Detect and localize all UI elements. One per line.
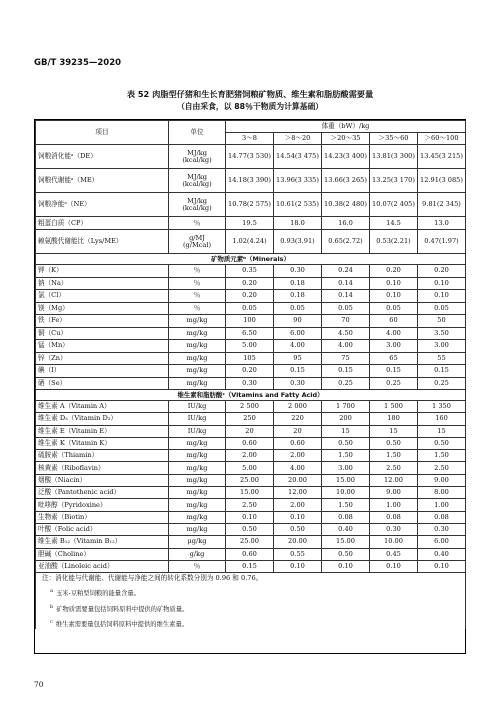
- standard-code: GB/T 39235—2020: [34, 58, 122, 68]
- value-cell: 0.60: [226, 548, 274, 560]
- item-cell: 饲粮代谢能ᵃ（ME）: [36, 169, 169, 193]
- value-cell: 13.96(3 335): [274, 169, 322, 193]
- item-cell: 生物素（Biotin）: [36, 511, 169, 523]
- item-column-header: 项目: [36, 121, 169, 145]
- item-cell: 胆碱（Choline）: [36, 548, 169, 560]
- item-cell: 锰（Mn）: [36, 340, 169, 353]
- table-row: [36, 169, 466, 193]
- weight-column-header: 3～8: [226, 133, 274, 145]
- value-cell: 19.5: [226, 217, 274, 230]
- value-cell: 0.45: [370, 548, 418, 560]
- value-cell: 0.08: [322, 511, 370, 523]
- value-cell: 0.25: [322, 377, 370, 390]
- value-cell: 0.53(2.21): [370, 230, 418, 254]
- item-cell: 维生素 K（Vitamin K）: [36, 437, 169, 449]
- value-cell: 0.10: [274, 560, 322, 572]
- item-cell: 烟酸（Niacin）: [36, 474, 169, 486]
- item-cell: 氯（Cl）: [36, 290, 169, 303]
- value-cell: 12.91(3 085): [418, 169, 466, 193]
- unit-cell: μg/kg: [169, 536, 226, 548]
- value-cell: 1.50: [322, 499, 370, 511]
- value-cell: 15.00: [322, 536, 370, 548]
- value-cell: 0.10: [370, 277, 418, 290]
- table-row: [36, 413, 466, 425]
- unit-line: g/MJ: [189, 233, 205, 242]
- item-cell: 钠（Na）: [36, 277, 169, 290]
- table-row: [36, 548, 466, 560]
- value-cell: 13.66(3 265): [322, 169, 370, 193]
- value-cell: 0.05: [370, 302, 418, 315]
- value-cell: 14.5: [370, 217, 418, 230]
- item-cell: 亚油酸（Linoleic acid）: [36, 560, 169, 572]
- table-row: [36, 315, 466, 328]
- value-cell: 0.50: [322, 548, 370, 560]
- value-cell: 2.00: [226, 450, 274, 462]
- minerals-heading: 矿物质元素ᵇ（Minerals）: [36, 254, 466, 265]
- value-cell: 105: [226, 352, 274, 365]
- value-cell: 5.00: [226, 462, 274, 474]
- value-cell: 4.00: [274, 340, 322, 353]
- item-cell: 铁（Fe）: [36, 315, 169, 328]
- unit-line: MJ/kg: [187, 172, 207, 181]
- table-row: [36, 560, 466, 572]
- value-cell: 65: [370, 352, 418, 365]
- value-cell: 0.08: [418, 511, 466, 523]
- unit-cell: IU/kg: [169, 425, 226, 437]
- unit-cell: IU/kg: [169, 413, 226, 425]
- value-cell: 18.0: [274, 217, 322, 230]
- item-cell: 钾（K）: [36, 265, 169, 278]
- value-cell: 25.00: [226, 474, 274, 486]
- value-cell: 5.00: [226, 340, 274, 353]
- value-cell: 0.10: [370, 290, 418, 303]
- unit-cell: ％: [169, 290, 226, 303]
- table-row: [36, 277, 466, 290]
- value-cell: 13.0: [418, 217, 466, 230]
- value-cell: 0.10: [418, 277, 466, 290]
- value-cell: 0.60: [274, 437, 322, 449]
- unit-line: (kcal/kg): [182, 179, 212, 188]
- value-cell: 14.18(3 390): [226, 169, 274, 193]
- footnote: $^a$ 玉米-豆粕型饲粮的能量含量。: [50, 588, 140, 598]
- unit-cell: mg/kg: [169, 511, 226, 523]
- item-cell: 泛酸（Pantothenic acid）: [36, 487, 169, 499]
- value-cell: 2.00: [274, 499, 322, 511]
- table-row: [36, 340, 466, 353]
- value-cell: 3.00: [418, 340, 466, 353]
- value-cell: 60: [370, 315, 418, 328]
- unit-cell: [169, 169, 226, 193]
- value-cell: 200: [322, 413, 370, 425]
- unit-cell: mg/kg: [169, 352, 226, 365]
- table-title: 表 52 肉脂型仔猪和生长育肥猪饲粮矿物质、维生素和脂肪酸需要量: [126, 89, 374, 99]
- table-row: [36, 145, 466, 169]
- value-cell: 0.40: [322, 523, 370, 535]
- value-cell: 160: [418, 413, 466, 425]
- value-cell: 14.54(3 475): [274, 145, 322, 169]
- table-row: [36, 365, 466, 378]
- header-row: [36, 121, 466, 133]
- value-cell: 2.00: [274, 450, 322, 462]
- value-cell: 0.47(1.97): [418, 230, 466, 254]
- value-cell: 9.00: [418, 474, 466, 486]
- value-cell: 20: [274, 425, 322, 437]
- value-cell: 1.50: [418, 450, 466, 462]
- value-cell: 6.50: [226, 327, 274, 340]
- value-cell: 0.50: [418, 437, 466, 449]
- value-cell: 14.77(3 530): [226, 145, 274, 169]
- value-cell: 15.00: [226, 487, 274, 499]
- table-row: [36, 377, 466, 390]
- value-cell: 9.00: [370, 487, 418, 499]
- value-cell: 0.55: [274, 548, 322, 560]
- unit-line: MJ/kg: [187, 196, 207, 205]
- unit-cell: ％: [169, 265, 226, 278]
- page-number: 70: [34, 680, 44, 689]
- value-cell: 0.05: [322, 302, 370, 315]
- unit-column-header: 单位: [169, 121, 226, 145]
- value-cell: 20.00: [274, 536, 322, 548]
- value-cell: 55: [418, 352, 466, 365]
- item-cell: 饲粮净能ᵃ（NE）: [36, 193, 169, 217]
- unit-cell: [169, 230, 226, 254]
- unit-cell: ％: [169, 217, 226, 230]
- value-cell: 0.20: [226, 290, 274, 303]
- value-cell: 0.15: [274, 365, 322, 378]
- unit-cell: ％: [169, 277, 226, 290]
- value-cell: 0.18: [274, 277, 322, 290]
- item-cell: 维生素 E（Vitamin E）: [36, 425, 169, 437]
- value-cell: 0.14: [322, 277, 370, 290]
- unit-cell: ％: [169, 560, 226, 572]
- value-cell: 0.15: [418, 365, 466, 378]
- vitamins-section-row: [36, 390, 466, 401]
- value-cell: 50: [418, 315, 466, 328]
- value-cell: 180: [370, 413, 418, 425]
- table-row: [36, 352, 466, 365]
- table-row: [36, 193, 466, 217]
- note-row: [36, 573, 466, 630]
- value-cell: 220: [274, 413, 322, 425]
- item-cell: 碘（I）: [36, 365, 169, 378]
- value-cell: 15: [322, 425, 370, 437]
- value-cell: 2.50: [418, 462, 466, 474]
- value-cell: 13.45(3 215): [418, 145, 466, 169]
- value-cell: 10.00: [322, 487, 370, 499]
- weight-column-header: ＞35～60: [370, 133, 418, 145]
- value-cell: 0.30: [274, 377, 322, 390]
- value-cell: 12.00: [370, 474, 418, 486]
- value-cell: 20.00: [274, 474, 322, 486]
- item-cell: 吡哆醇（Pyridoxine）: [36, 499, 169, 511]
- unit-cell: mg/kg: [169, 523, 226, 535]
- unit-line: (kcal/kg): [182, 203, 212, 212]
- value-cell: 2 000: [274, 401, 322, 413]
- weight-column-header: ＞8～20: [274, 133, 322, 145]
- unit-cell: mg/kg: [169, 499, 226, 511]
- value-cell: 1.50: [322, 450, 370, 462]
- vitamins-heading: 维生素和脂肪酸ᶜ（Vitamins and Fatty Acid）: [36, 390, 466, 401]
- requirements-table: [34, 119, 466, 654]
- value-cell: 13.25(3 170): [370, 169, 418, 193]
- note-main: 注：消化能与代谢能、代谢能与净能之间的转化系数分别为 0.96 和 0.76。: [42, 574, 263, 583]
- value-cell: 20: [226, 425, 274, 437]
- note-cell: [36, 573, 466, 630]
- value-cell: 0.10: [274, 511, 322, 523]
- table-row: [36, 437, 466, 449]
- unit-cell: mg/kg: [169, 450, 226, 462]
- item-cell: 镁（Mg）: [36, 302, 169, 315]
- unit-cell: mg/kg: [169, 487, 226, 499]
- item-cell: 锌（Zn）: [36, 352, 169, 365]
- table-row: [36, 327, 466, 340]
- table-row: [36, 425, 466, 437]
- value-cell: 3.50: [418, 327, 466, 340]
- value-cell: 90: [274, 315, 322, 328]
- weight-column-header: ＞20～35: [322, 133, 370, 145]
- value-cell: 0.20: [226, 277, 274, 290]
- value-cell: 9.81(2 345): [418, 193, 466, 217]
- value-cell: 3.00: [322, 462, 370, 474]
- unit-line: MJ/kg: [187, 148, 207, 157]
- table-row: [36, 523, 466, 535]
- value-cell: 13.81(3 300): [370, 145, 418, 169]
- value-cell: 1.00: [370, 499, 418, 511]
- value-cell: 0.60: [226, 437, 274, 449]
- footnote: $^b$ 矿物质需要量包括饲料原料中提供的矿物质量。: [50, 603, 189, 613]
- item-cell: 硫胺素（Thiamin）: [36, 450, 169, 462]
- value-cell: 2.50: [370, 462, 418, 474]
- unit-cell: mg/kg: [169, 462, 226, 474]
- value-cell: 0.20: [418, 265, 466, 278]
- table-row: [36, 511, 466, 523]
- value-cell: 0.25: [418, 377, 466, 390]
- value-cell: 0.10: [418, 290, 466, 303]
- value-cell: 0.50: [370, 437, 418, 449]
- value-cell: 0.14: [322, 290, 370, 303]
- weight-group-header: 体重（bW）/kg: [226, 121, 466, 133]
- table-row: [36, 499, 466, 511]
- item-cell: 铜（Cu）: [36, 327, 169, 340]
- value-cell: 0.10: [418, 560, 466, 572]
- value-cell: 0.15: [322, 365, 370, 378]
- value-cell: 0.05: [226, 302, 274, 315]
- value-cell: 250: [226, 413, 274, 425]
- value-cell: 0.40: [418, 548, 466, 560]
- value-cell: 1 700: [322, 401, 370, 413]
- value-cell: 4.00: [370, 327, 418, 340]
- value-cell: 1.50: [370, 450, 418, 462]
- unit-cell: mg/kg: [169, 474, 226, 486]
- value-cell: 0.30: [370, 523, 418, 535]
- value-cell: 12.00: [274, 487, 322, 499]
- table-row: [36, 487, 466, 499]
- value-cell: 0.30: [274, 265, 322, 278]
- value-cell: 0.08: [370, 511, 418, 523]
- value-cell: 0.93(3.91): [274, 230, 322, 254]
- unit-cell: mg/kg: [169, 365, 226, 378]
- unit-cell: g/kg: [169, 548, 226, 560]
- value-cell: 1.02(4.24): [226, 230, 274, 254]
- value-cell: 0.10: [322, 560, 370, 572]
- value-cell: 0.25: [370, 377, 418, 390]
- value-cell: 6.00: [418, 536, 466, 548]
- item-cell: 核黄素（Riboflavin）: [36, 462, 169, 474]
- item-cell: 赖氨酸代谢能比（Lys/ME）: [36, 230, 169, 254]
- value-cell: 14.23(3 400): [322, 145, 370, 169]
- unit-cell: [169, 145, 226, 169]
- value-cell: 0.24: [322, 265, 370, 278]
- weight-column-header: ＞60～100: [418, 133, 466, 145]
- value-cell: 10.07(2 405): [370, 193, 418, 217]
- table-row: [36, 265, 466, 278]
- value-cell: 16.0: [322, 217, 370, 230]
- value-cell: 0.30: [418, 523, 466, 535]
- value-cell: 0.05: [274, 302, 322, 315]
- table-row: [36, 302, 466, 315]
- lys-row: [36, 230, 466, 254]
- unit-cell: mg/kg: [169, 437, 226, 449]
- item-cell: 叶酸（Folic acid）: [36, 523, 169, 535]
- unit-line: (g/Mcal): [182, 240, 212, 249]
- table-row: [36, 290, 466, 303]
- value-cell: 1 500: [370, 401, 418, 413]
- value-cell: 15.00: [322, 474, 370, 486]
- value-cell: 3.00: [370, 340, 418, 353]
- unit-cell: ％: [169, 302, 226, 315]
- value-cell: 0.15: [370, 365, 418, 378]
- item-cell: 维生素 B₁₂（Vitamin B₁₂）: [36, 536, 169, 548]
- value-cell: 6.00: [274, 327, 322, 340]
- value-cell: 2 500: [226, 401, 274, 413]
- footnote: $^c$ 维生素需要量包括饲料原料中提供的维生素量。: [50, 619, 189, 629]
- value-cell: 0.50: [322, 437, 370, 449]
- table-row: [36, 450, 466, 462]
- item-cell: 维生素 A（Vitamin A）: [36, 401, 169, 413]
- table-row: [36, 401, 466, 413]
- table-row: [36, 536, 466, 548]
- unit-cell: mg/kg: [169, 315, 226, 328]
- value-cell: 10.00: [370, 536, 418, 548]
- unit-line: (kcal/kg): [182, 155, 212, 164]
- unit-cell: [169, 193, 226, 217]
- value-cell: 15: [418, 425, 466, 437]
- value-cell: 0.10: [226, 511, 274, 523]
- value-cell: 1.00: [418, 499, 466, 511]
- value-cell: 0.50: [274, 523, 322, 535]
- value-cell: 4.50: [322, 327, 370, 340]
- value-cell: 4.00: [274, 462, 322, 474]
- value-cell: 0.05: [418, 302, 466, 315]
- value-cell: 2.50: [226, 499, 274, 511]
- item-cell: 维生素 D₃（Vitamin D₃）: [36, 413, 169, 425]
- value-cell: 70: [322, 315, 370, 328]
- value-cell: 95: [274, 352, 322, 365]
- value-cell: 4.00: [322, 340, 370, 353]
- value-cell: 100: [226, 315, 274, 328]
- value-cell: 0.15: [226, 560, 274, 572]
- value-cell: 15: [370, 425, 418, 437]
- value-cell: 8.00: [418, 487, 466, 499]
- value-cell: 0.65(2.72): [322, 230, 370, 254]
- unit-cell: mg/kg: [169, 327, 226, 340]
- table-row: [36, 462, 466, 474]
- value-cell: 0.20: [226, 365, 274, 378]
- value-cell: 0.18: [274, 290, 322, 303]
- unit-cell: mg/kg: [169, 340, 226, 353]
- value-cell: 0.20: [370, 265, 418, 278]
- value-cell: 1 350: [418, 401, 466, 413]
- value-cell: 75: [322, 352, 370, 365]
- value-cell: 0.35: [226, 265, 274, 278]
- item-cell: 粗蛋白质（CP）: [36, 217, 169, 230]
- value-cell: 25.00: [226, 536, 274, 548]
- item-cell: 饲粮消化能ᵃ（DE）: [36, 145, 169, 169]
- value-cell: 10.78(2 575): [226, 193, 274, 217]
- value-cell: 0.50: [226, 523, 274, 535]
- value-cell: 0.10: [370, 560, 418, 572]
- value-cell: 0.30: [226, 377, 274, 390]
- table-row: [36, 474, 466, 486]
- value-cell: 10.61(2 535): [274, 193, 322, 217]
- minerals-section-row: [36, 254, 466, 265]
- item-cell: 硒（Se）: [36, 377, 169, 390]
- protein-row: [36, 217, 466, 230]
- table-subtitle: （自由采食，以 88％干物质为计算基础）: [176, 102, 324, 111]
- unit-cell: IU/kg: [169, 401, 226, 413]
- unit-cell: mg/kg: [169, 377, 226, 390]
- value-cell: 10.38(2 480): [322, 193, 370, 217]
